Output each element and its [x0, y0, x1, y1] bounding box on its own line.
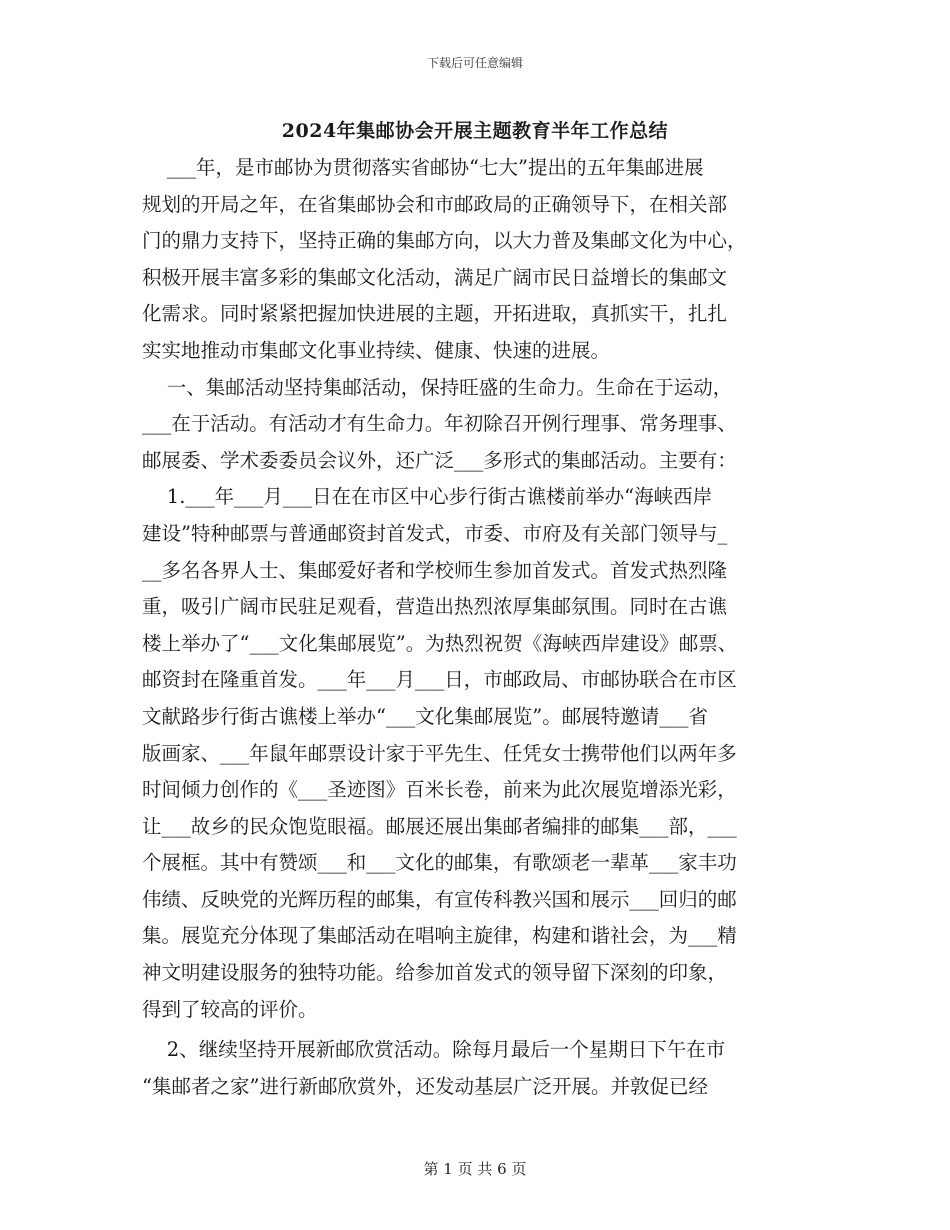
header-note: 下载后可任意编辑	[426, 56, 523, 70]
text-line: 让___故乡的民众饱览眼福。邮展还展出集邮者编排的邮集___部，___	[142, 814, 737, 838]
text-line: 邮展委、学术委委员会议外，还广泛___多形式的集邮活动。主要有：	[142, 448, 737, 472]
text-line: 时间倾力创作的《___圣迹图》百米长卷，前来为此次展览增添光彩，	[142, 778, 737, 802]
text-line: 2、继续坚持开展新邮欣赏活动。除每月最后一个星期日下午在市	[142, 1038, 726, 1062]
text-line: 楼上举办了“___文化集邮展览”。为热烈祝贺《海峡西岸建设》邮票、	[142, 631, 738, 655]
text-line: ___年，是市邮协为贯彻落实省邮协“七大”提出的五年集邮进展	[142, 156, 704, 179]
text-line: __多名各界人士、集邮爱好者和学校师生参加首发式。首发式热烈隆	[142, 558, 728, 582]
text-line: 集。展览充分体现了集邮活动在唱响主旋律，构建和谐社会，为___精	[142, 924, 737, 948]
text-line: 版画家、___年鼠年邮票设计家于平先生、任凭女士携带他们以两年多	[142, 741, 737, 765]
text-line: 伟绩、反映党的光辉历程的邮集，有宣传科教兴国和展示___回归的邮	[142, 887, 737, 911]
text-line: 1.___年___月___日在在市区中心步行街古谯楼前举办“海峡西岸	[142, 485, 713, 509]
text-line: 建设”特种邮票与普通邮资封首发式，市委、市府及有关部门领导与_	[142, 521, 728, 545]
text-line: 重，吸引广阔市民驻足观看，营造出热烈浓厚集邮氛围。同时在古谯	[142, 595, 728, 619]
document-title: 2024年集邮协会开展主题教育半年工作总结	[281, 120, 669, 142]
text-line: 个展框。其中有赞颂___和___文化的邮集，有歌颂老一辈革___家丰功	[142, 851, 737, 875]
text-line: 得到了较高的评价。	[142, 997, 318, 1021]
text-line: 神文明建设服务的独特功能。给参加首发式的领导留下深刻的印象，	[142, 961, 728, 985]
page-footer: 第 1 页 共 6 页	[423, 1160, 527, 1178]
text-line: ___在于活动。有活动才有生命力。年初除召开例行理事、常务理事、	[142, 412, 737, 436]
text-line: 实实地推动市集邮文化事业持续、健康、快速的进展。	[142, 338, 611, 362]
text-line: 文献路步行街古谯楼上举办“___文化集邮展览”。邮展特邀请___省	[142, 704, 708, 728]
document-body	[142, 150, 814, 1105]
text-line: 规划的开局之年，在省集邮协会和市邮政局的正确领导下，在相关部	[142, 192, 728, 216]
text-line: 邮资封在隆重首发。___年___月___日，市邮政局、市邮协联合在市区	[142, 668, 737, 692]
text-line: 积极开展丰富多彩的集邮文化活动，满足广阔市民日益增长的集邮文	[142, 265, 728, 289]
text-line: 化需求。同时紧紧把握加快进展的主题，开拓进取，真抓实干，扎扎	[142, 302, 728, 326]
text-line: 一、集邮活动坚持集邮活动，保持旺盛的生命力。生命在于运动，	[142, 375, 733, 399]
text-line: 门的鼎力支持下，坚持正确的集邮方向，以大力普及集邮文化为中心，	[142, 229, 747, 253]
text-line: “集邮者之家”进行新邮欣赏外，还发动基层广泛开展。并敦促已经	[142, 1074, 708, 1098]
